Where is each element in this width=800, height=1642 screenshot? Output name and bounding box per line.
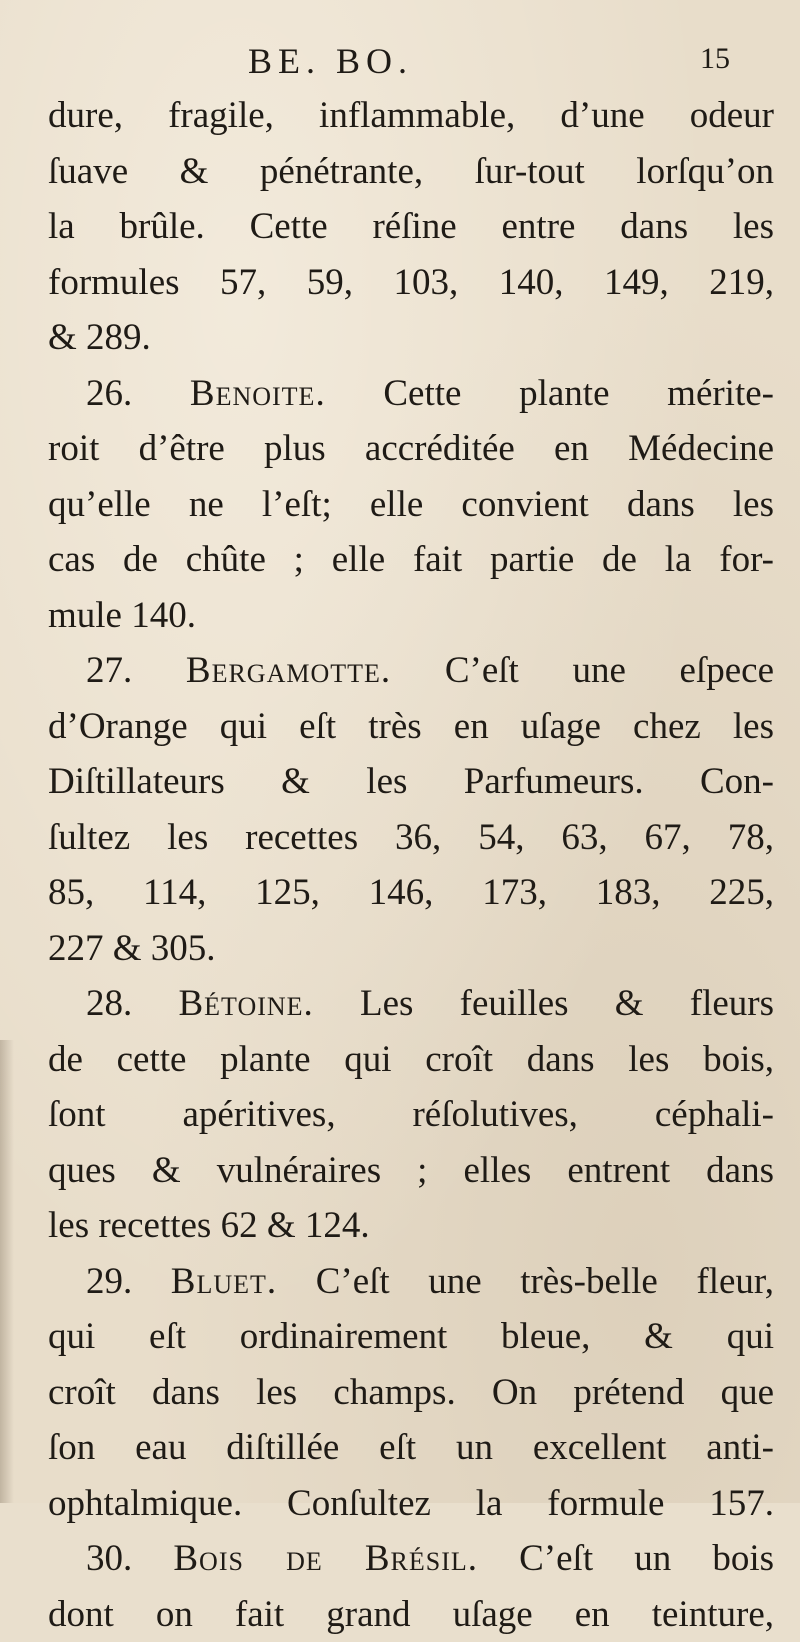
text-line-4: formules 57, 59, 103, 140, 149, 219, xyxy=(48,255,774,311)
entry-27-heading-line: 27. Bergamotte. C’eſt une eſpece xyxy=(48,643,774,699)
entry-title: Bluet. xyxy=(171,1261,277,1302)
entry-29-heading-line: 29. Bluet. C’eſt une très-belle fleur, xyxy=(48,1254,774,1310)
entry-title: Benoite. xyxy=(190,373,326,414)
text-line-9: cas de chûte ; elle fait partie de la for- xyxy=(48,532,774,588)
text-line-10: mule 140. xyxy=(48,588,774,644)
text-line-24: croît dans les champs. On prétend que xyxy=(48,1365,774,1421)
text-line-21: les recettes 62 & 124. xyxy=(48,1198,774,1254)
body-text xyxy=(48,88,774,1642)
entry-28-heading-line: 28. Bétoine. Les feuilles & fleurs xyxy=(48,976,774,1032)
text-line-3: la brûle. Cette réſine entre dans les xyxy=(48,199,774,255)
text-line-28: dont on fait grand uſage en teinture, xyxy=(48,1587,774,1642)
entry-number: 28. xyxy=(86,983,132,1024)
text-line-26: ophtalmique. Conſultez la formule 157. xyxy=(48,1476,774,1532)
text-line-16: 227 & 305. xyxy=(48,921,774,977)
text-line-25: ſon eau diſtillée eſt un excellent anti- xyxy=(48,1420,774,1476)
running-title: BE. BO. xyxy=(248,40,413,82)
text-line-15: 85, 114, 125, 146, 173, 183, 225, xyxy=(48,865,774,921)
text-line-23: qui eſt ordinairement bleue, & qui xyxy=(48,1309,774,1365)
page-edge-shadow xyxy=(0,1040,14,1503)
entry-title: Bétoine. xyxy=(178,983,313,1024)
page-header xyxy=(0,40,800,84)
page-number: 15 xyxy=(700,42,730,76)
text-line-19: ſont apéritives, réſolutives, céphali- xyxy=(48,1087,774,1143)
text-line-20: ques & vulnéraires ; elles entrent dans xyxy=(48,1143,774,1199)
entry-number: 26. xyxy=(86,373,132,414)
text-line-13: Diſtillateurs & les Parfumeurs. Con- xyxy=(48,754,774,810)
entry-30-heading-line: 30. Bois de Brésil. C’eſt un bois xyxy=(48,1531,774,1587)
entry-title: Bois de Brésil. xyxy=(173,1538,478,1579)
entry-number: 27. xyxy=(86,650,132,691)
entry-number: 29. xyxy=(86,1261,132,1302)
text-line-8: qu’elle ne l’eſt; elle convient dans les xyxy=(48,477,774,533)
text-line-1: dure, fragile, inflammable, d’une odeur xyxy=(48,88,774,144)
text-line-12: d’Orange qui eſt très en uſage chez les xyxy=(48,699,774,755)
text-line-5: & 289. xyxy=(48,310,774,366)
text-line-18: de cette plante qui croît dans les bois, xyxy=(48,1032,774,1088)
entry-title: Bergamotte. xyxy=(186,650,391,691)
entry-26-heading-line: 26. Benoite. Cette plante mérite- xyxy=(48,366,774,422)
text-line-14: ſultez les recettes 36, 54, 63, 67, 78, xyxy=(48,810,774,866)
text-line-7: roit d’être plus accréditée en Médecine xyxy=(48,421,774,477)
text-line-2: ſuave & pénétrante, ſur-tout lorſqu’on xyxy=(48,144,774,200)
entry-number: 30. xyxy=(86,1538,132,1579)
